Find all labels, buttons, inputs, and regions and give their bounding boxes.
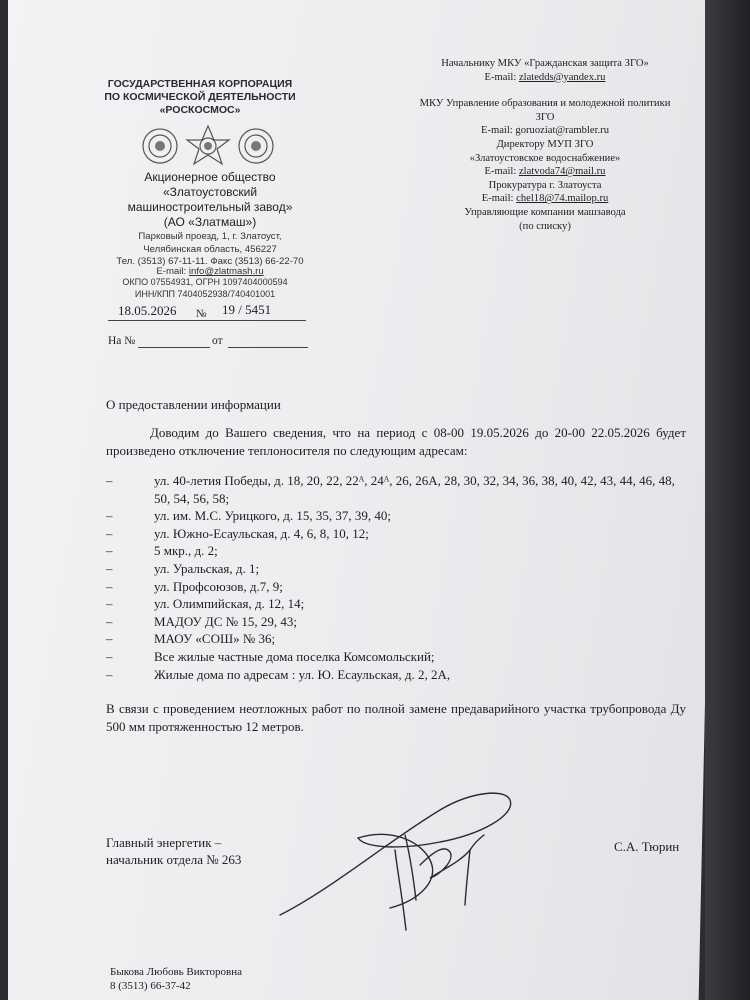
recipient-email-label: E-mail: — [481, 193, 517, 205]
recipient-line — [400, 57, 690, 71]
corporation-line: ПО КОСМИЧЕСКОЙ ДЕЯТЕЛЬНОСТИ — [104, 91, 296, 103]
address-list — [106, 472, 691, 683]
list-item — [106, 560, 691, 578]
recipient-line — [400, 179, 690, 193]
executor-name: Быкова Любовь Викторовна — [110, 966, 242, 978]
email-label: E-mail: — [156, 266, 189, 277]
letter-subject: О предоставлении информации — [106, 397, 281, 412]
reference-number-label: На № — [108, 335, 136, 347]
list-dash: – — [106, 560, 113, 576]
list-dash: – — [106, 508, 113, 524]
recipient-line — [400, 84, 690, 97]
recipient-email-label: E-mail: — [484, 71, 519, 83]
recipient-line — [400, 111, 690, 125]
outgoing-number-symbol: № — [196, 308, 207, 320]
recipient-line — [400, 97, 690, 111]
list-item-text: ул. им. М.С. Урицкого, д. 15, 35, 37, 39, 40; — [154, 508, 391, 524]
list-dash: – — [106, 666, 113, 682]
company-codes — [100, 277, 310, 300]
company-name — [110, 170, 310, 230]
letter-reason: В связи с проведением неотложных работ по полной замене предаварийного участка трубопровода Ду 500 мм протяженностью 12 метров. — [106, 701, 686, 734]
list-item-text: Жилые дома по адресам : ул. Ю. Есаульская, д. 2, 2А, — [154, 666, 451, 682]
list-item — [106, 472, 691, 507]
recipient-email-label: E-mail: — [484, 166, 519, 178]
signatory-title — [106, 834, 241, 868]
recipient-email[interactable]: zlatedds@yandex.ru — [518, 71, 606, 83]
signatory-name: С.А. Тюрин — [614, 839, 680, 854]
recipient-line — [400, 192, 690, 206]
outgoing-underline — [108, 320, 306, 321]
corporation-line: ГОСУДАРСТВЕННАЯ КОРПОРАЦИЯ — [107, 78, 293, 90]
codes-line: ОКПО 07554931, ОГРН 1097404000594 — [122, 277, 288, 287]
list-item — [106, 630, 691, 648]
recipient-line — [400, 71, 690, 85]
outgoing-number: 19 / 5451 — [222, 302, 272, 317]
list-dash: – — [106, 525, 113, 541]
recipient-email-label: E-mail: — [480, 125, 516, 137]
list-item-text: ул. Олимпийская, д. 12, 14; — [154, 596, 305, 612]
list-item — [106, 595, 691, 613]
address-line: Тел. (3513) 67-11-11. Факс (3513) 66-22-70 — [116, 256, 304, 267]
desk-background — [705, 0, 750, 1000]
list-item-text: ул. 40-летия Победы, д. 18, 20, 22, 22ᴬ, 24ᴬ, 26, 26А, 28, 30, 32, 34, 36, 38, 40, 42, 43, 44, 46, 48, 50, 54, 56, 58; — [154, 473, 675, 506]
recipient-email[interactable]: zlatvoda74@mail.ru — [518, 166, 606, 178]
recipient-line — [400, 138, 690, 152]
reference-number-blank — [138, 347, 210, 348]
list-item — [106, 542, 691, 560]
recipient-text: (по списку) — [519, 220, 571, 232]
company-line: (АО «Златмаш») — [163, 215, 257, 229]
list-item-text: ул. Уральская, д. 1; — [154, 560, 260, 576]
recipient-text: Прокуратура г. Златоуста — [488, 179, 602, 191]
list-dash: – — [106, 543, 113, 559]
corporation-name — [100, 78, 300, 117]
corporation-line: «РОСКОСМОС» — [159, 104, 241, 116]
executor-info — [110, 966, 242, 993]
list-item-text: 5 мкр., д. 2; — [154, 543, 218, 559]
reference-date-blank — [228, 347, 308, 348]
recipient-email[interactable]: goruoziat@rambler.ru — [515, 125, 609, 137]
list-item — [106, 613, 691, 631]
letter-intro: Доводим до Вашего сведения, что на период с 08-00 19.05.2026 до 20-00 22.05.2026 будет произведено отключение теплоносителя по следующим адресам: — [106, 425, 686, 458]
recipient-text: Начальнику МКУ «Гражданская защита ЗГО» — [441, 58, 649, 69]
list-dash: – — [106, 578, 113, 594]
award-medals-icon — [138, 122, 278, 170]
company-address — [110, 231, 310, 269]
executor-phone: 8 (3513) 66-37-42 — [110, 979, 191, 992]
reference-from-label: от — [212, 335, 223, 347]
list-item — [106, 525, 691, 543]
list-item — [106, 578, 691, 596]
outgoing-date: 18.05.2026 — [118, 303, 177, 318]
list-dash: – — [106, 473, 113, 488]
list-item-text: ул. Южно-Есаульская, д. 4, 6, 8, 10, 12; — [154, 525, 369, 541]
list-dash: – — [106, 613, 113, 629]
recipient-text: Директору МУП ЗГО — [496, 138, 594, 150]
signatory-title-line: начальник отдела № 263 — [106, 852, 242, 867]
recipient-text: «Златоустовское водоснабжение» — [469, 152, 621, 164]
recipient-line — [400, 124, 690, 138]
list-dash: – — [106, 648, 113, 664]
list-item-text: ул. Профсоюзов, д.7, 9; — [154, 578, 283, 594]
list-dash: – — [106, 596, 113, 612]
list-item — [106, 666, 691, 684]
recipient-line — [400, 220, 690, 234]
address-line: Челябинская область, 456227 — [143, 243, 277, 255]
company-line: машиностроительный завод» — [127, 200, 293, 214]
recipient-line — [400, 206, 690, 220]
recipient-email[interactable]: chel18@74.mailop.ru — [516, 193, 609, 205]
recipient-text: Управляющие компании машзавода — [464, 206, 626, 218]
list-item — [106, 648, 691, 666]
recipients-block — [400, 57, 690, 233]
list-item-text: МАОУ «СОШ» № 36; — [154, 631, 276, 647]
email-link[interactable]: info@zlatmash.ru — [188, 266, 264, 277]
recipient-line — [400, 165, 690, 179]
company-line: Акционерное общество — [144, 170, 276, 184]
company-line: «Златоустовский — [162, 185, 258, 199]
list-dash: – — [106, 631, 113, 647]
address-line: Парковый проезд, 1, г. Златоуст, — [138, 231, 282, 242]
list-item-text: МАДОУ ДС № 15, 29, 43; — [154, 613, 297, 629]
list-item — [106, 507, 691, 525]
handwritten-signature-icon — [270, 780, 530, 940]
signatory-title-line: Главный энергетик – — [106, 835, 222, 850]
recipient-text: ЗГО — [535, 111, 555, 123]
list-item-text: Все жилые частные дома поселка Комсомольский; — [154, 648, 435, 664]
codes-line: ИНН/КПП 7404052938/740401001 — [134, 288, 276, 299]
recipient-line — [400, 152, 690, 166]
recipient-text: МКУ Управление образования и молодежной политики — [419, 98, 671, 110]
